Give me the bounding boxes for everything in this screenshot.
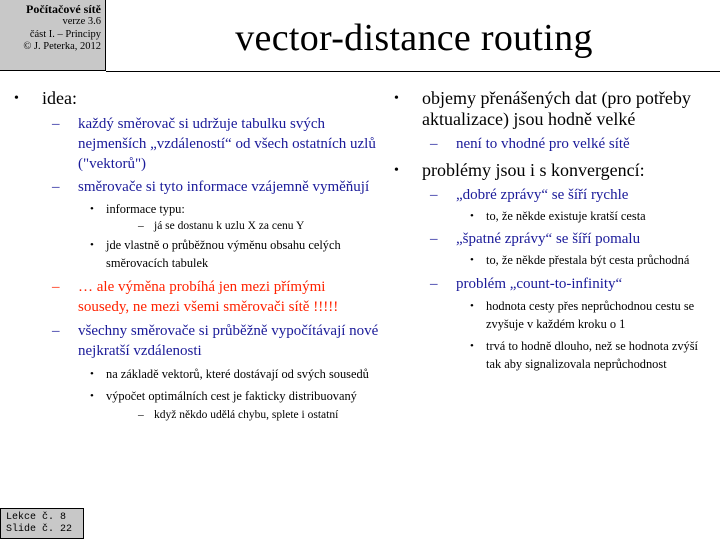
sub-sub-bullet-vectors: • na základě vektorů, které dostávají od svých sousedů	[90, 367, 369, 381]
sub-bullet-exchange: – směrovače si tyto informace vzájemně vyměňují	[52, 179, 370, 195]
sub-bullet-large-networks: – není to vhodné pro velké sítě	[430, 136, 630, 152]
bullet-dot-icon: •	[394, 91, 399, 106]
dash-icon: –	[52, 279, 60, 295]
bullet-idea: • idea:	[14, 88, 77, 108]
sub-bullet-computation: – všechny směrovače si průběžně vypočítávají nové nejkratší vzdálenosti	[52, 323, 379, 359]
title-rule	[106, 71, 720, 72]
sub-sub-bullet-table-exchange: • jde vlastně o průběžnou výměnu obsahu celých směrovacích tabulek	[90, 238, 341, 270]
dash-icon: –	[52, 179, 60, 195]
bullet-dot-icon: •	[90, 239, 94, 251]
lecture-number: Lekce č. 8	[6, 512, 67, 523]
bullet-dot-icon: •	[470, 254, 474, 266]
sub-sub-bullet-slow-signal: • trvá to hodně dlouho, než se hodnota zvýší tak aby signalizovala neprůchodnost	[470, 339, 698, 371]
course-name: Počítačové sítě	[26, 2, 101, 16]
sub-sub-sub-bullet-cost: – já se dostanu k uzlu X za cenu Y	[138, 220, 305, 232]
bullet-dot-icon: •	[90, 203, 94, 215]
author-label: © J. Peterka, 2012	[23, 41, 101, 53]
version-label: verze 3.6	[62, 16, 101, 27]
sub-bullet-count-to-infinity: – problém „count-to-infinity“	[430, 276, 623, 292]
left-column	[14, 88, 380, 423]
dash-icon: –	[430, 231, 438, 247]
dash-icon: –	[430, 136, 438, 152]
bullet-dot-icon: •	[14, 91, 19, 106]
sub-sub-bullet-info-type: • informace typu:	[90, 202, 185, 216]
slide-number: Slide č. 22	[6, 524, 73, 535]
right-column	[394, 88, 710, 373]
sub-bullet-neighbors: – … ale výměna probíhá jen mezi přímými sousedy, ne mezi všemi směrovači sítě !!!!!	[52, 279, 339, 315]
bullet-convergence: • problémy jsou i s konvergencí:	[394, 160, 645, 180]
dash-icon: –	[430, 276, 438, 292]
sub-bullet-bad-news: – „špatné zprávy“ se šíří pomalu	[430, 231, 641, 247]
bullet-data-volume: • objemy přenášených dat (pro potřeby aktualizace) jsou hodně velké	[394, 88, 691, 129]
sub-sub-bullet-path-down: • to, že někde přestala být cesta průchodná	[470, 253, 690, 267]
dash-icon: –	[138, 220, 144, 232]
dash-icon: –	[138, 409, 144, 421]
bullet-dot-icon: •	[90, 390, 94, 402]
bullet-dot-icon: •	[90, 368, 94, 380]
dash-icon: –	[52, 323, 60, 339]
sub-sub-bullet-shorter-path: • to, že někde existuje kratší cesta	[470, 209, 646, 223]
slide-title: vector-distance routing	[235, 17, 593, 59]
sub-sub-bullet-increment: • hodnota cesty přes neprůchodnou cestu se zvyšuje v každém kroku o 1	[470, 299, 695, 331]
bullet-dot-icon: •	[470, 340, 474, 352]
sub-sub-bullet-distributed: • výpočet optimálních cest je fakticky distribuovaný	[90, 389, 357, 403]
bullet-dot-icon: •	[470, 210, 474, 222]
sub-bullet-good-news: – „dobré zprávy“ se šíří rychle	[430, 187, 629, 203]
bullet-dot-icon: •	[394, 163, 399, 178]
slide-footer	[0, 508, 84, 539]
sub-bullet-table: – každý směrovač si udržuje tabulku svých nejmenších „vzdáleností“ od všech ostatních uzlů ("vektorů")	[52, 116, 376, 172]
dash-icon: –	[430, 187, 438, 203]
sub-sub-sub-bullet-error: – když někdo udělá chybu, splete i ostatní	[138, 409, 339, 421]
bullet-dot-icon: •	[470, 300, 474, 312]
part-label: část I. – Principy	[29, 28, 101, 40]
course-info-box	[0, 0, 106, 71]
dash-icon: –	[52, 116, 60, 132]
